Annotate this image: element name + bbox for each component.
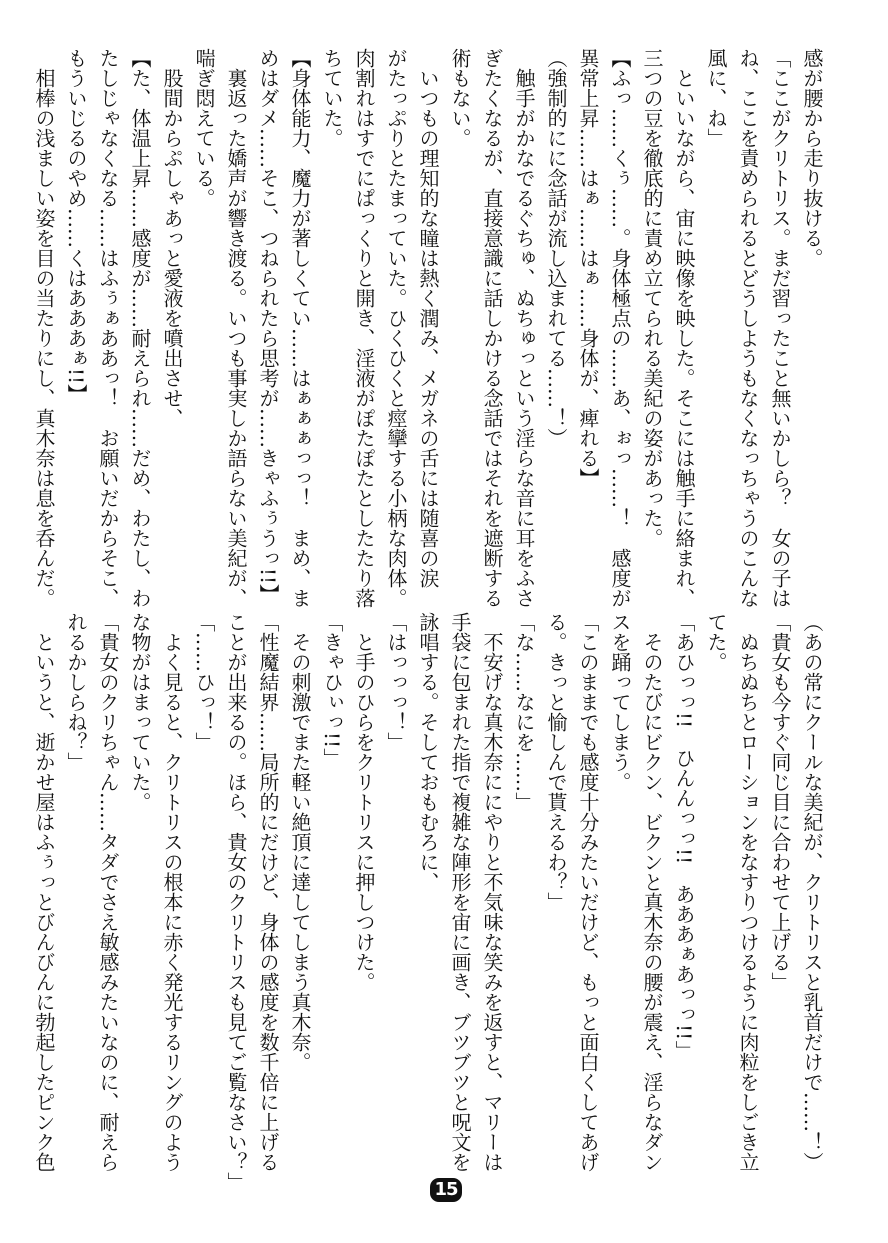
text-column: ぎたくなるが、直接意識に話しかける念話ではそれを遮断する bbox=[480, 48, 504, 608]
text-column: 異常上昇……はぁ……はぁ……身体が、痺れる】 bbox=[576, 48, 600, 488]
text-column: 【身体能力、魔力が著しくてい……はぁぁぁっっ！ まめ、ま bbox=[288, 48, 312, 608]
text-column: ちていた。 bbox=[320, 48, 344, 148]
text-column: 「貴女も今すぐ同じ目に合わせて上げる」 bbox=[768, 612, 792, 992]
text-column: そのたびにビクン、ビクンと真木奈の腰が震え、淫らなダン bbox=[640, 612, 664, 1172]
text-column: 三つの豆を徹底的に責め立てられる美紀の姿があった。 bbox=[640, 48, 664, 548]
text-column: 「な……なにを……」 bbox=[512, 612, 536, 812]
text-column: 詠唱する。そしておもむろに、 bbox=[416, 612, 440, 892]
text-column: 風に、ね」 bbox=[704, 48, 728, 148]
text-column: めはダメ……そこ、つねられたら思考が……きゃふぅうっ!!】 bbox=[256, 48, 280, 605]
text-column: （あの常にクールな美紀が、クリトリスと乳首だけで……！） bbox=[800, 612, 824, 1172]
text-column: スを踊ってしまう。 bbox=[608, 612, 632, 792]
text-column: 「きゃひぃっ!!」 bbox=[320, 612, 344, 769]
text-column: 「貴女のクリちゃん……タダでさえ敏感みたいなのに、耐えら bbox=[96, 612, 120, 1172]
text-column: その刺激でまた軽い絶頂に達してしまう真木奈。 bbox=[288, 612, 312, 1072]
text-column: 「性魔結界……局所的にだけど、身体の感度を数千倍に上げる bbox=[256, 612, 280, 1172]
text-column: 触手がかなでるぐちゅ、ぬちゅっという淫らな音に耳をふさ bbox=[512, 48, 536, 608]
text-column: 「はっっっ！」 bbox=[384, 612, 408, 752]
text-column: 裏返った嬌声が響き渡る。いつも事実しか語らない美紀が、 bbox=[224, 48, 248, 608]
text-column: （強制的にに念話が流し込まれてる……！） bbox=[544, 48, 568, 448]
text-column: 喘ぎ悶えている。 bbox=[192, 48, 216, 208]
text-column: いつもの理知的な瞳は熱く潤み、メガネの舌には随喜の涙 bbox=[416, 48, 440, 588]
text-column: といいながら、宙に映像を映した。そこには触手に絡まれ、 bbox=[672, 48, 696, 608]
text-column: な物がはまっていた。 bbox=[128, 612, 152, 812]
text-column: 「あひっっ!! ひんんっっ!! あああぁあっっ!!」 bbox=[672, 612, 696, 1061]
text-column: よく見ると、クリトリスの根本に赤く発光するリングのよう bbox=[160, 612, 184, 1172]
page-number: 15 bbox=[430, 1178, 462, 1202]
text-column: というと、逝かせ屋はふぅっとびんびんに勃起したピンク色 bbox=[32, 612, 56, 1172]
text-column: もういじるのやめ……くはあああぁ!!】 bbox=[64, 48, 88, 405]
text-column: てた。 bbox=[704, 612, 728, 672]
text-column: 相棒の浅ましい姿を目の当たりにし、真木奈は息を呑んだ。 bbox=[32, 48, 56, 608]
text-column: 「ここがクリトリス。まだ習ったこと無いかしら？ 女の子は bbox=[768, 48, 792, 608]
text-column: 【ふっ……くぅ……。身体極点の……あ、ぉっ……！ 感度が bbox=[608, 48, 632, 608]
text-column: たしじゃなくなる……はふぅぁああっ！ お願いだからそこ、 bbox=[96, 48, 120, 608]
text-column: る。きっと愉しんで貰えるわ？」 bbox=[544, 612, 568, 912]
text-column: 術もない。 bbox=[448, 48, 472, 148]
text-column: 手袋に包まれた指で複雑な陣形を宙に画き、ブツブツと呪文を bbox=[448, 612, 472, 1172]
text-column: 不安げな真木奈ににやりと不気味な笑みを返すと、マリーは bbox=[480, 612, 504, 1172]
text-column: 【た、体温上昇……感度が……耐えられ……だめ、わたし、わ bbox=[128, 48, 152, 608]
text-column: と手のひらをクリトリスに押しつけた。 bbox=[352, 612, 376, 992]
text-column: れるかしらね？」 bbox=[64, 612, 88, 772]
text-column: がたっぷりとたまっていた。ひくひくと痙攣する小柄な肉体。 bbox=[384, 48, 408, 608]
text-column: 「……ひっ！」 bbox=[192, 612, 216, 752]
text-column: 感が腰から走り抜ける。 bbox=[800, 48, 824, 268]
text-column: 股間からぷしゃあっと愛液を噴出させ、 bbox=[160, 48, 184, 428]
text-column: ね、ここを責められるとどうしようもなくなっちゃうのこんな bbox=[736, 48, 760, 608]
text-column: 「このままでも感度十分みたいだけど、もっと面白くしてあげ bbox=[576, 612, 600, 1172]
text-column: ぬちぬちとローションをなすりつけるように肉粒をしごき立 bbox=[736, 612, 760, 1172]
text-column: 肉割れはすでにぱっくりと開き、淫液がぽたぽたとしたたり落 bbox=[352, 48, 376, 608]
upper-text-block bbox=[32, 48, 828, 608]
text-column: ことが出来るの。ほら、貴女のクリトリスも見てご覧なさい？」 bbox=[224, 612, 248, 1192]
